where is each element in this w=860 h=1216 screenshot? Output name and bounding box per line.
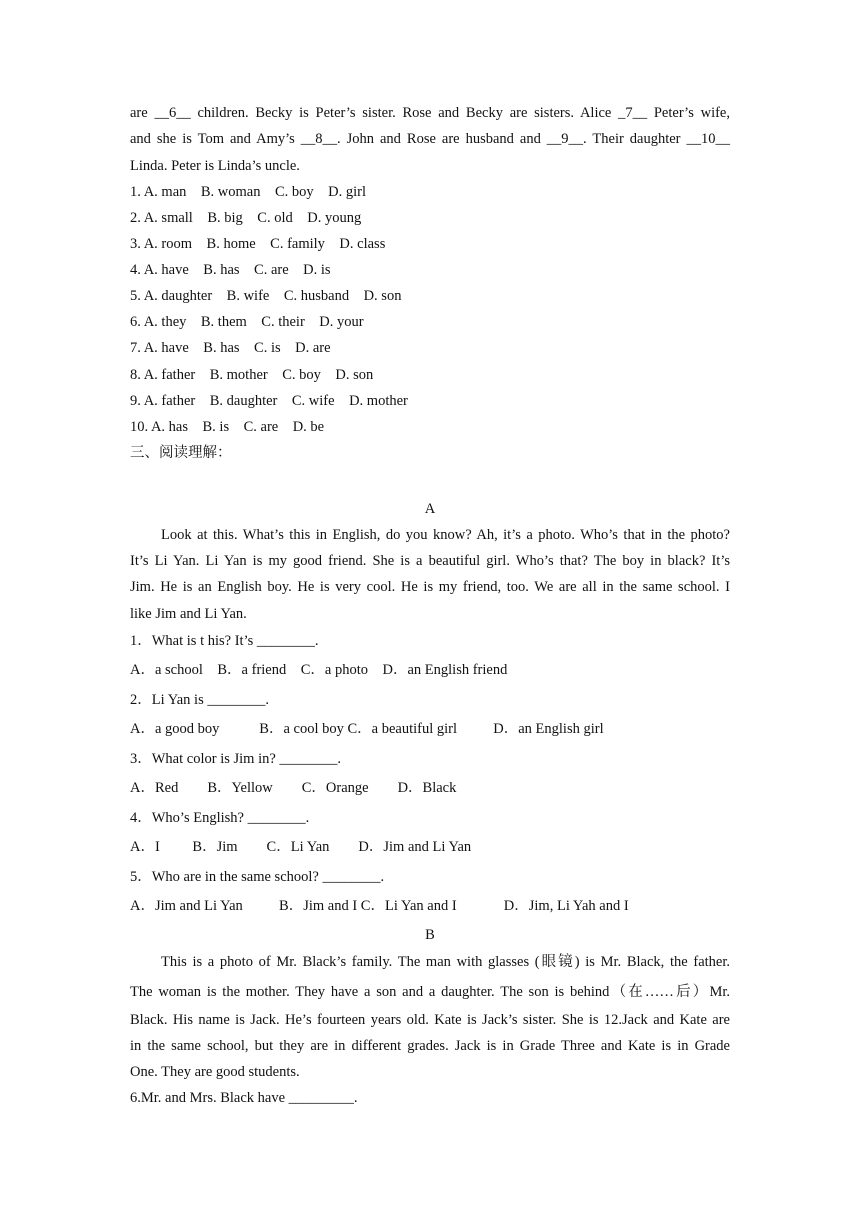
passage-a-line-1: Look at this. What’s this in English, do you know? Ah, it’s a photo. Who’s that in the photo? [161, 527, 730, 543]
question-4: 4．Who’s English? ________. [130, 810, 310, 826]
cloze-option-1: 1. A. man B. woman C. boy D. girl [130, 184, 367, 200]
passage-b-line-4: in the same school, but they are in different grades. Jack is in Grade Three and Kate is in Grade [130, 1038, 730, 1054]
cloze-option-10: 10. A. has B. is C. are D. be [130, 419, 325, 435]
question-4-options: A．I B．Jim C．Li Yan D．Jim and Li Yan [130, 839, 472, 855]
question-3-options: A．Red B．Yellow C．Orange D．Black [130, 780, 457, 796]
cloze-option-6: 6. A. they B. them C. their D. your [130, 314, 364, 330]
passage-b-line-3: Black. His name is Jack. He’s fourteen years old. Kate is Jack’s sister. She is 12.Jack and Kate are [130, 1012, 730, 1028]
question-5: 5．Who are in the same school? ________. [130, 869, 385, 885]
question-6: 6.Mr. and Mrs. Black have _________. [130, 1090, 358, 1106]
question-1-options: A．a school B．a friend C．a photo D．an English friend [130, 662, 508, 678]
passage-a-line-2: It’s Li Yan. Li Yan is my good friend. She is a beautiful girl. Who’s that? The boy in black? It’s [130, 553, 730, 569]
cloze-option-3: 3. A. room B. home C. family D. class [130, 236, 386, 252]
passage-a-line-4: like Jim and Li Yan. [130, 606, 247, 622]
cloze-option-9: 9. A. father B. daughter C. wife D. mother [130, 393, 408, 409]
cloze-option-8: 8. A. father B. mother C. boy D. son [130, 367, 374, 383]
passage-b-line-1: This is a photo of Mr. Black’s family. The man with glasses (眼镜) is Mr. Black, the father. [161, 954, 730, 970]
cloze-option-2: 2. A. small B. big C. old D. young [130, 210, 362, 226]
passage-a-line-3: Jim. He is an English boy. He is very cool. He is my friend, too. We are all in the same school. I [130, 579, 730, 595]
question-2: 2．Li Yan is ________. [130, 692, 269, 708]
cloze-line-1: are __6__ children. Becky is Peter’s sister. Rose and Becky are sisters. Alice _7__ Peter’s wife, [130, 105, 730, 121]
passage-b-line-5: One. They are good students. [130, 1064, 300, 1080]
question-3: 3．What color is Jim in? ________. [130, 751, 342, 767]
cloze-option-5: 5. A. daughter B. wife C. husband D. son [130, 288, 402, 304]
question-5-options: A．Jim and Li Yan B．Jim and I C．Li Yan and I D．Jim, Li Yah and I [130, 898, 629, 914]
section-heading: 三、阅读理解： [130, 445, 232, 461]
passage-b-title: B [425, 927, 435, 943]
question-1: 1．What is t his? It’s ________. [130, 633, 319, 649]
passage-a-title: A [424, 501, 436, 517]
cloze-option-4: 4. A. have B. has C. are D. is [130, 262, 331, 278]
cloze-line-2: and she is Tom and Amy’s __8__. John and Rose are husband and __9__. Their daughter __10__ [130, 131, 730, 147]
cloze-option-7: 7. A. have B. has C. is D. are [130, 340, 331, 356]
cloze-line-3: Linda. Peter is Linda’s uncle. [130, 158, 300, 174]
passage-b-line-2: The woman is the mother. They have a son and a daughter. The son is behind（在……后）Mr. [130, 984, 730, 1000]
question-2-options: A．a good boy B．a cool boy C．a beautiful girl D．an English girl [130, 721, 604, 737]
